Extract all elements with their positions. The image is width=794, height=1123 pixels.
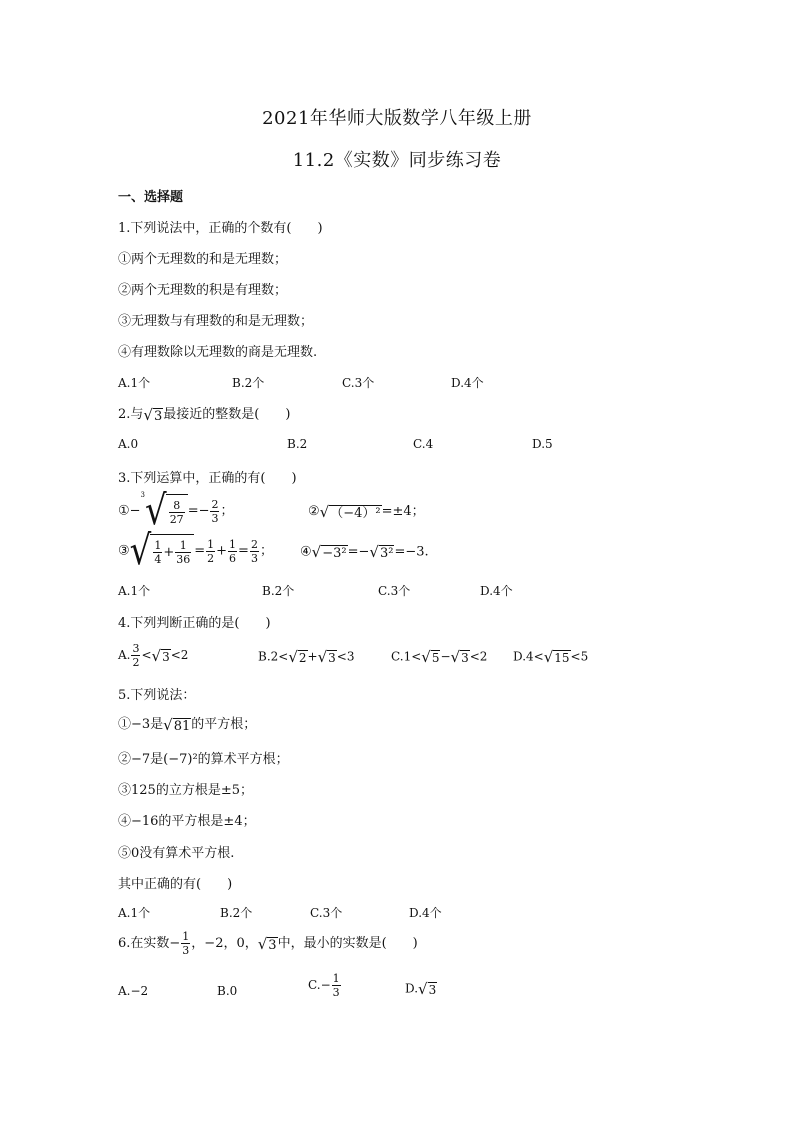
- q4-option-a: A. $\frac{3}{2}$ <√3<2: [118, 642, 189, 669]
- q1-option-c: C.3个: [342, 376, 375, 390]
- sqrt-icon: √（−4）²: [319, 503, 381, 521]
- q5-statement-1: ①−3是√81的平方根；: [118, 715, 257, 734]
- q6-option-c: C.− $\frac{1}{3}$: [308, 972, 340, 999]
- q3-item-2: ②√（−4）²=±4；: [308, 503, 425, 521]
- sqrt-icon: √5: [421, 648, 440, 666]
- q6-stem: 6.在实数− $\frac{1}{3}$ ，−2，0，√3中，最小的实数是( ): [118, 930, 418, 957]
- q5-ask: 其中正确的有( ): [118, 877, 233, 892]
- q1-option-a: A.1个: [118, 376, 151, 390]
- q3-option-d: D.4个: [480, 584, 513, 598]
- document-subtitle: 11.2《实数》同步练习卷: [292, 150, 502, 171]
- sqrt-icon: √3: [257, 934, 277, 953]
- q4-option-b: B.2<√2+√3<3: [258, 648, 355, 666]
- q5-option-b: B.2个: [220, 906, 253, 920]
- sqrt-icon: √3: [450, 648, 469, 666]
- q4-stem: 4.下列判断正确的是( ): [118, 616, 271, 631]
- section-heading: 一、选择题: [118, 190, 184, 205]
- sqrt-icon: √3: [143, 405, 163, 424]
- q5-stem: 5.下列说法：: [118, 688, 196, 703]
- q1-statement-2: ②两个无理数的积是有理数；: [118, 283, 288, 298]
- q6-option-b: B.0: [217, 984, 238, 998]
- q1-option-b: B.2个: [232, 376, 265, 390]
- q5-statement-3: ③125的立方根是±5；: [118, 783, 253, 798]
- q2-stem-pre: 2.与: [118, 407, 144, 422]
- sqrt-icon: √−3²: [311, 543, 347, 561]
- q5-option-a: A.1个: [118, 906, 151, 920]
- sqrt-icon: √15: [543, 648, 570, 666]
- sqrt-icon: √3: [151, 646, 170, 665]
- q4-option-c: C.1<√5−√3<2: [391, 648, 488, 666]
- q2-stem: [118, 403, 290, 424]
- q1-statement-1: ①两个无理数的和是无理数；: [118, 252, 288, 267]
- q3-option-c: C.3个: [378, 584, 411, 598]
- sqrt-icon: √ $\frac{1}{4}$ + $\frac{1}{36}$: [130, 534, 195, 568]
- q2-option-d: D.5: [532, 437, 553, 451]
- q1-option-d: D.4个: [451, 376, 484, 390]
- q2-option-c: C.4: [413, 437, 434, 451]
- q6-option-a: A.−2: [118, 984, 149, 998]
- q4-option-d: D.4<√15<5: [513, 648, 589, 666]
- q3-item-3: ③ √ $\frac{1}{4}$ + $\frac{1}{36}$ = $\frac{1}{2}$ + $\frac{1}{6}$ = $\frac{2}{3}$ ；: [118, 527, 273, 575]
- q3-option-b: B.2个: [262, 584, 295, 598]
- q3-item-4: ④√−3²=−√3²=−3.: [300, 543, 429, 561]
- q1-statement-3: ③无理数与有理数的和是无理数；: [118, 314, 314, 329]
- sqrt-icon: √3: [317, 648, 336, 666]
- q3-option-a: A.1个: [118, 584, 151, 598]
- q3-stem: 3.下列运算中，正确的有( ): [118, 471, 297, 486]
- document-title: 2021年华师大版数学八年级上册: [262, 108, 532, 129]
- q5-statement-4: ④−16的平方根是±4；: [118, 814, 256, 829]
- sqrt-icon: √3: [418, 980, 437, 998]
- sqrt-icon: √81: [163, 715, 191, 734]
- q1-statement-4: ④有理数除以无理数的商是无理数.: [118, 345, 318, 360]
- q5-option-d: D.4个: [409, 906, 442, 920]
- q5-statement-5: ⑤0没有算术平方根.: [118, 846, 235, 861]
- sqrt-icon: √2: [288, 648, 307, 666]
- q6-option-d: D.√3: [405, 980, 437, 998]
- q5-statement-2: ②−7是(−7)²的算术平方根；: [118, 752, 289, 767]
- sqrt-icon: √3²: [369, 543, 394, 561]
- q2-option-b: B.2: [287, 437, 308, 451]
- q1-stem: 1.下列说法中，正确的个数有( ): [118, 221, 323, 236]
- cube-root-icon: 3 √ $\frac{8}{27}$: [141, 494, 188, 528]
- q3-item-1: ①− 3 √ $\frac{8}{27}$ =− $\frac{2}{3}$ ；: [118, 487, 234, 535]
- q2-option-a: A.0: [118, 437, 139, 451]
- q5-option-c: C.3个: [310, 906, 343, 920]
- q2-stem-post: 最接近的整数是( ): [163, 407, 291, 422]
